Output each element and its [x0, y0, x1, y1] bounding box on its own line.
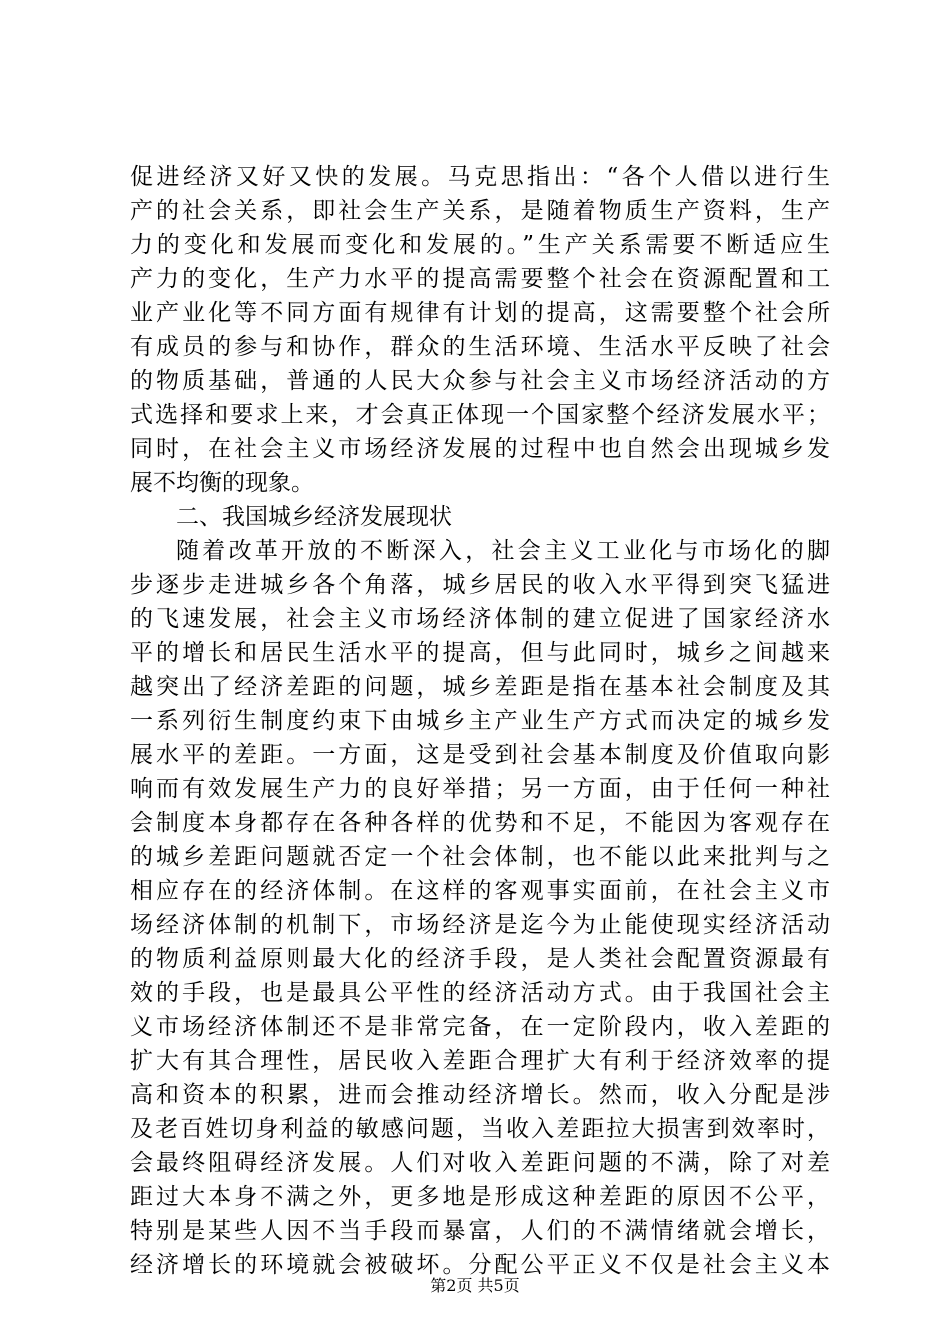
text-line: 越突出了经济差距的问题，城乡差距是指在基本社会制度及其 [130, 674, 830, 700]
text-line: 响而有效发展生产力的良好举措；另一方面，由于任何一种社 [130, 776, 830, 802]
text-line: 式选择和要求上来，才会真正体现一个国家整个经济发展水平； [130, 402, 830, 428]
text-line: 及老百姓切身利益的敏感问题，当收入差距拉大损害到效率时， [130, 1116, 830, 1142]
paragraph-1 [130, 160, 830, 500]
text-line: 义市场经济体制还不是非常完备，在一定阶段内，收入差距的 [130, 1014, 830, 1040]
text-line: 特别是某些人因不当手段而暴富，人们的不满情绪就会增长， [130, 1218, 830, 1244]
text-line: 的物质基础，普通的人民大众参与社会主义市场经济活动的方 [130, 368, 830, 394]
text-line: 展不均衡的现象。 [130, 470, 314, 496]
text-line: 会制度本身都存在各种各样的优势和不足，不能因为客观存在 [130, 810, 830, 836]
text-line: 业产业化等不同方面有规律有计划的提高，这需要整个社会所 [130, 300, 830, 326]
section-heading: 二、我国城乡经济发展现状 [176, 504, 452, 530]
text-line: 相应存在的经济体制。在这样的客观事实面前，在社会主义市 [130, 878, 830, 904]
text-line: 产的社会关系，即社会生产关系，是随着物质生产资料，生产 [130, 198, 830, 224]
text-line: 的飞速发展，社会主义市场经济体制的建立促进了国家经济水 [130, 606, 830, 632]
text-line: 平的增长和居民生活水平的提高，但与此同时，城乡之间越来 [130, 640, 830, 666]
text-line: 的物质利益原则最大化的经济手段，是人类社会配置资源最有 [130, 946, 830, 972]
text-line: 促进经济又好又快的发展。马克思指出：“各个人借以进行生 [130, 164, 830, 190]
text-line: 场经济体制的机制下，市场经济是迄今为止能使现实经济活动 [130, 912, 830, 938]
text-line: 高和资本的积累，进而会推动经济增长。然而，收入分配是涉 [130, 1082, 830, 1108]
text-line: 距过大本身不满之外，更多地是形成这种差距的原因不公平， [130, 1184, 830, 1210]
paragraph-2 [130, 534, 830, 1282]
page-footer: 第2页 共5页 [430, 1276, 520, 1295]
text-line: 经济增长的环境就会被破坏。分配公平正义不仅是社会主义本 [130, 1252, 830, 1278]
text-line: 会最终阻碍经济发展。人们对收入差距问题的不满，除了对差 [130, 1150, 830, 1176]
text-line: 力的变化和发展而变化和发展的。”生产关系需要不断适应生 [130, 232, 830, 258]
text-line: 扩大有其合理性，居民收入差距合理扩大有利于经济效率的提 [130, 1048, 830, 1074]
text-line: 同时，在社会主义市场经济发展的过程中也自然会出现城乡发 [130, 436, 830, 462]
text-line: 随着改革开放的不断深入，社会主义工业化与市场化的脚 [176, 538, 830, 564]
text-line: 有成员的参与和协作，群众的生活环境、生活水平反映了社会 [130, 334, 830, 360]
text-line: 效的手段，也是最具公平性的经济活动方式。由于我国社会主 [130, 980, 830, 1006]
text-line: 的城乡差距问题就否定一个社会体制，也不能以此来批判与之 [130, 844, 830, 870]
text-line: 步逐步走进城乡各个角落，城乡居民的收入水平得到突飞猛进 [130, 572, 830, 598]
document-body [130, 160, 830, 1282]
text-line: 展水平的差距。一方面，这是受到社会基本制度及价值取向影 [130, 742, 830, 768]
text-line: 一系列衍生制度约束下由城乡主产业生产方式而决定的城乡发 [130, 708, 830, 734]
text-line: 产力的变化，生产力水平的提高需要整个社会在资源配置和工 [130, 266, 830, 292]
